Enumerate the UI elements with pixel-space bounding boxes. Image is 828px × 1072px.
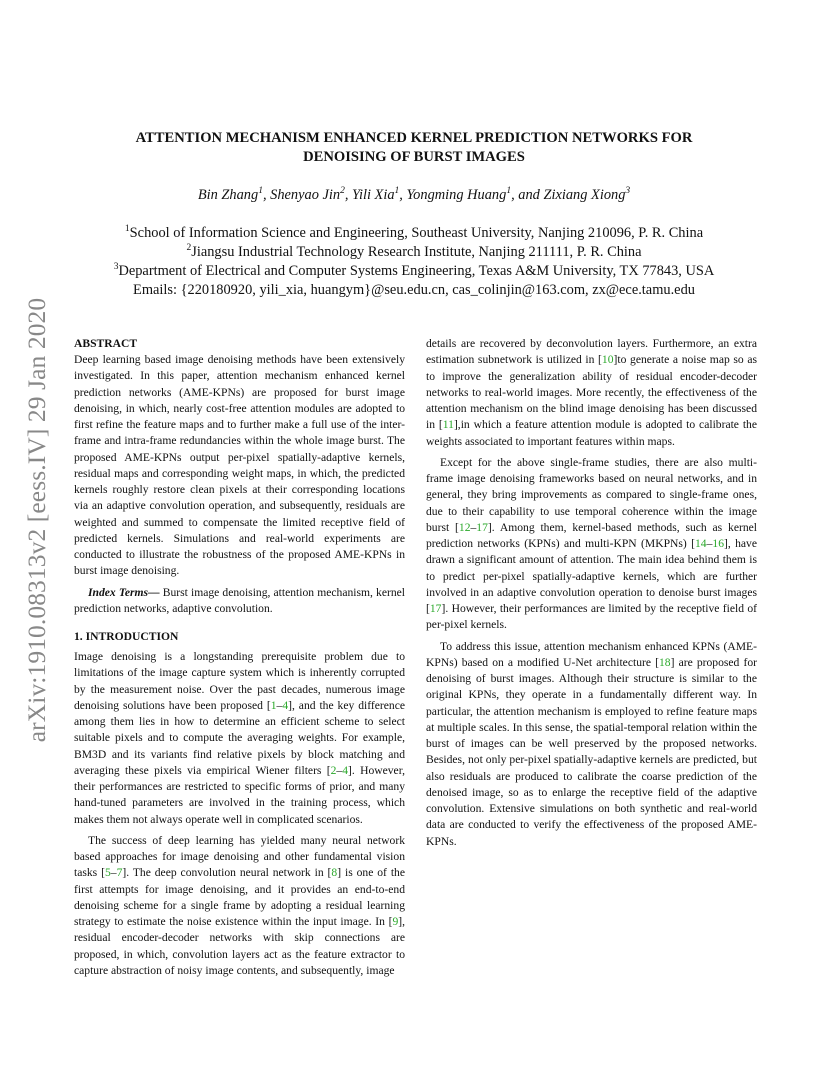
affiliation-lines xyxy=(60,224,768,281)
intro-paragraph-2-continued: details are recovered by deconvolution layers. Furthermore, an extra estimation subnetwork is utilized in [10]to generate a noise map so as to improve the generalization ability of residual encoder-decoder networks to real-world images. More recently, the effectiveness of the attention mechanism on the blind image denoising has been discussed in [11],in which a feature attention module is adopted to calibrate the weights associated to important features within maps. xyxy=(426,337,757,448)
citation-link[interactable]: 14 xyxy=(695,537,707,550)
email-line: Emails: {220180920, yili_xia, huangym}@seu.edu.cn, cas_colinjin@163.com, zx@ece.tamu.edu xyxy=(133,282,695,298)
arxiv-identifier-stamp xyxy=(21,290,53,750)
citation-link[interactable]: 17 xyxy=(429,602,442,615)
paper-title xyxy=(70,129,758,167)
title-line-2: DENOISING OF BURST IMAGES xyxy=(303,149,525,165)
affiliation-mark: 3 xyxy=(113,261,119,272)
affiliation-mark: 2 xyxy=(186,242,192,253)
citation-link[interactable]: 11 xyxy=(442,418,454,432)
author-affiliation-mark: 1 xyxy=(506,185,512,196)
intro-paragraph-1: Image denoising is a longstanding prerequisite problem due to limitations of the image capture system which is inherently corrupted by the measurement noise. Over the past decades, numerous image denoising solutions have been proposed [1–4], and the key difference among them lies in how to determine an efficient scheme to select suitable pixels and to compute the averaging weights. For example, BM3D and its variants find relative pixels by block matching and averaging these pixels via empirical Wiener filters [2–4]. However, their performances are restricted to specific forms of prior, and many hand-tuned parameters are involved in the training process, which makes them not always operate well in complicated scenarios. xyxy=(74,650,406,826)
citation-link[interactable]: 9 xyxy=(392,915,399,928)
arxiv-identifier-text: arXiv:1910.08313v2 [eess.IV] 29 Jan 2020 xyxy=(22,297,51,743)
citation-link[interactable]: 5 xyxy=(104,866,111,880)
index-terms xyxy=(74,585,405,618)
citation-link[interactable]: 18 xyxy=(658,655,671,669)
author-name: Yongming Huang xyxy=(406,187,507,203)
affiliation-line: $^1$School of Information Science and Engineering, Southeast University, Nanjing 210096, P. R. China xyxy=(124,223,704,241)
citation-link[interactable]: 10 xyxy=(601,353,614,367)
affiliation-line: $^2$Jiangsu Industrial Technology Research Institute, Nanjing 211111, P. R. China xyxy=(186,242,642,260)
author-affiliation-mark: 2 xyxy=(340,185,345,196)
citation-link[interactable]: 16 xyxy=(712,537,724,550)
author-name: Shenyao Jin xyxy=(270,187,341,203)
citation-link[interactable]: 4 xyxy=(282,698,289,712)
affiliation-line: $^3$Department of Electrical and Computer Systems Engineering, Texas A&M University, TX 77843, USA xyxy=(113,261,715,279)
intro-paragraph-2: The success of deep learning has yielded many neural network based approaches for image denoising and other fundamental vision tasks [5–7]. The deep convolution neural network in [8] is one of the first attempts for image denoising, and it provides an end-to-end denoising scheme for a single frame by adopting a residual learning strategy to estimate the noise existence within the input image. In [9], residual encoder-decoder networks with skip connections are proposed, in which, convolution layers act as the feature extractor to capture abstraction of noisy image contents, and subsequently, image xyxy=(74,833,405,977)
author-name: Zixiang Xiong xyxy=(543,187,626,203)
citation-link[interactable]: 12 xyxy=(458,520,471,534)
citation-link[interactable]: 7 xyxy=(116,866,123,880)
intro-paragraph-4: To address this issue, attention mechanism enhanced KPNs (AME-KPNs) based on a modified U-Net architecture [18] are proposed for denoising of burst images. Although their structure is similar to the original KPNs, they operate in a fundamentally different way. In particular, the attention mechanism is employed to refine feature maps at multiple scales. In this sense, the spatial-temporal relation within the burst of images can be well preserved by the proposed networks. Besides, not only per-pixel spatially-adaptive kernels are predicted, but also residuals are produced to calibrate the coarse prediction of the denoised image, so as to enlarge the receptive field of the adaptive convolution. Extensive simulations on both synthetic and real-world data are conducted to verify the effectiveness of the proposed AME-KPNs. xyxy=(426,639,757,848)
citation-link[interactable]: 4 xyxy=(342,763,349,777)
title-line-1: ATTENTION MECHANISM ENHANCED KERNEL PREDICTION NETWORKS FOR xyxy=(135,130,693,146)
intro-heading: 1. INTRODUCTION xyxy=(74,630,179,643)
author-affiliation-mark: 3 xyxy=(625,185,631,196)
citation-link[interactable]: 17 xyxy=(476,520,488,534)
author-list: Bin Zhang$^1$, Shenyao Jin$^2$, Yili Xia$^1$, Yongming Huang$^1$, and Zixiang Xiong$^3$ xyxy=(197,185,631,203)
author-name: Yili Xia xyxy=(352,187,395,203)
abstract-text: Deep learning based image denoising methods have been extensively investigated. In this paper, attention mechanism enhanced kernel prediction networks (AME-KPNs) are proposed for burst image denoising, in which, nearly cost-free attention modules are adopted to first refine the feature maps and to further make a full use of the inter-frame and intra-frame redundancies within the whole image burst. The proposed AME-KPNs output per-pixel spatially-adaptive kernels, residual maps and corresponding weight maps, in which, the predicted kernels roughly restore clean pixels at their corresponding locations via an adaptive convolution operation, and subsequently, residuals are weighted and summed to compensate the limited receptive field of predicted kernels. Simulations and real-world experiments are conducted to illustrate the robustness of the proposed AME-KPNs in burst image denoising. xyxy=(74,353,405,578)
citation-link[interactable]: 2 xyxy=(330,763,337,777)
right-column xyxy=(426,336,757,850)
author-name: Bin Zhang xyxy=(197,187,259,203)
citation-link[interactable]: 1 xyxy=(270,698,277,712)
intro-paragraph-3: Except for the above single-frame studies, there are also multi-frame image denoising frameworks based on neural networks, and in general, they bring improvements as compared to single-frame ones, due to their capability to use temporal coherence within the image burst [12–17]. Among them, kernel-based methods, such as kernel prediction networks (KPNs) and multi-KPN (MKPNs) [14–16], have drawn a significant amount of attention. The main idea behind them is to predict per-pixel spatially-adaptive kernels, which are further involved in an adaptive convolution operation to denoise burst images [17]. However, their performances are limited by the receptive field of per-pixel kernels. xyxy=(426,455,757,632)
affiliation-block xyxy=(60,224,768,300)
affiliation-mark: 1 xyxy=(124,223,130,234)
index-terms-label: Index Terms— xyxy=(88,585,160,599)
author-affiliation-mark: 1 xyxy=(258,185,263,196)
author-affiliation-mark: 1 xyxy=(394,185,400,196)
left-column xyxy=(74,336,405,979)
citation-link[interactable]: 8 xyxy=(331,866,338,880)
index-terms-text: Burst image denoising, attention mechanism, kernel prediction networks, adaptive convolution. xyxy=(74,585,405,615)
abstract-heading: ABSTRACT xyxy=(74,337,138,350)
